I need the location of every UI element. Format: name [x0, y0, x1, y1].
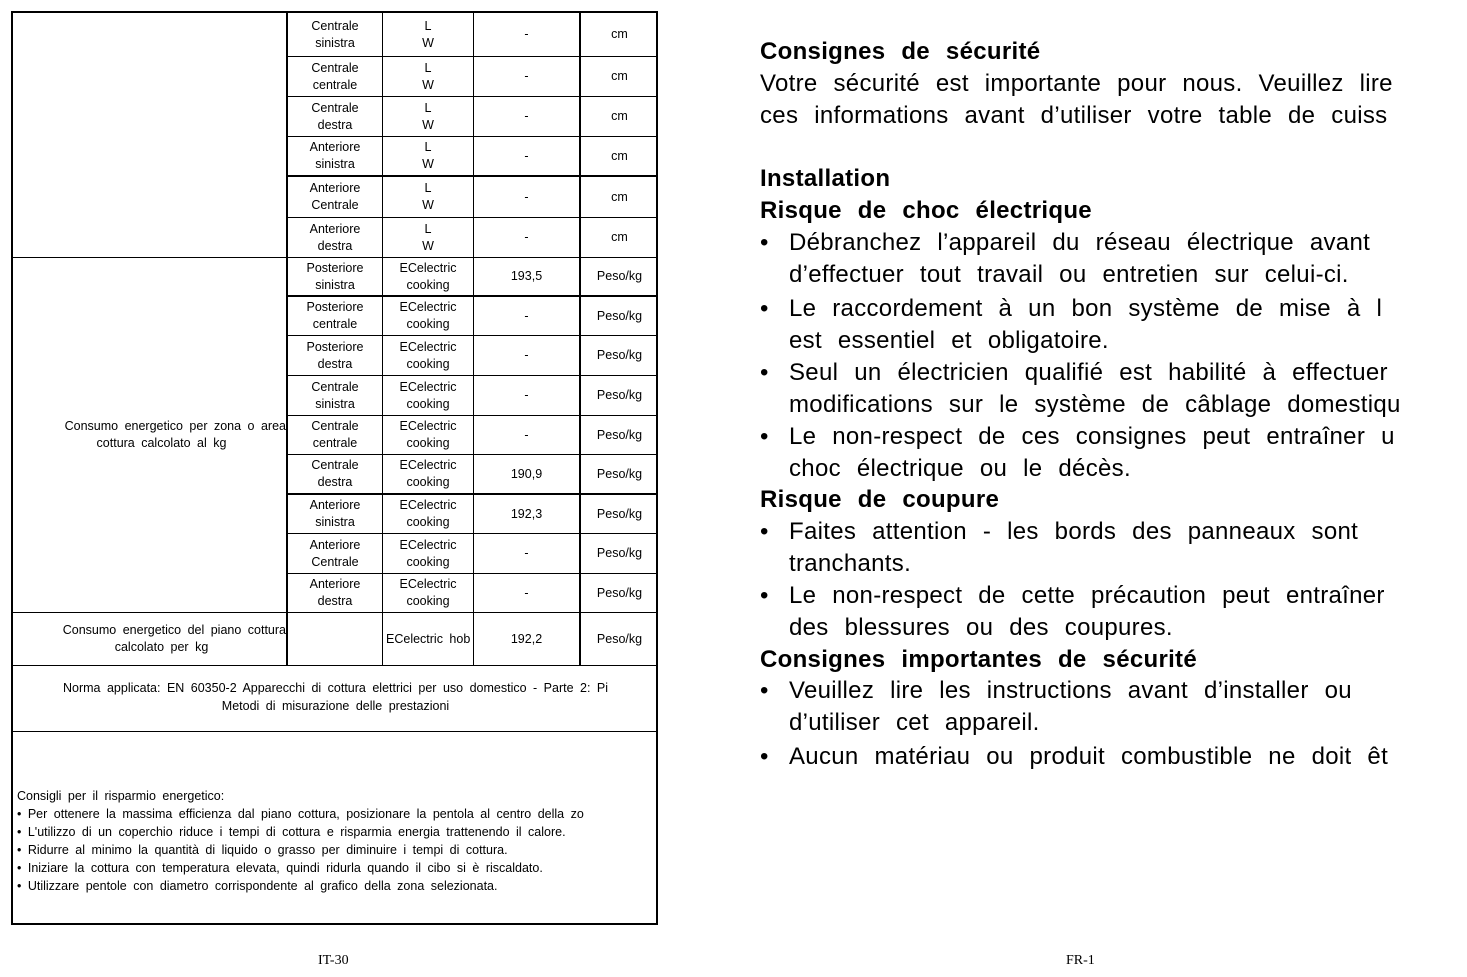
bullet-continuation: d’effectuer tout travail ou entretien sur celui-ci. [789, 261, 1349, 288]
zone-cell: Anteriore sinistra [309, 140, 361, 171]
unit-cell: Peso/kg [596, 269, 643, 283]
unit-cell: cm [611, 69, 628, 83]
energy-saving-tips [17, 787, 657, 895]
zone-cell: Anteriore destra [309, 221, 361, 253]
bullet-continuation: d’utiliser cet appareil. [789, 709, 1040, 736]
unit-cell: Peso/kg [596, 427, 643, 442]
unit-cell: Peso/kg [596, 348, 643, 362]
value-cell: - [524, 230, 529, 244]
param-cell: L W [422, 221, 434, 253]
zone-cell: Anteriore destra [309, 577, 361, 608]
total-label-cell: Consumo energetico del piano cottura calcolato per kg [62, 623, 286, 654]
unit-cell: cm [611, 109, 628, 123]
value-cell: - [524, 27, 529, 41]
zone-cell: Centrale destra [311, 100, 359, 132]
value-cell: - [524, 388, 529, 402]
total-unit-cell: Peso/kg [596, 631, 643, 646]
intro-line: Votre sécurité est importante pour nous. Veuillez lire [760, 70, 1393, 97]
tip-item: • L'utilizzo di un coperchio riduce i tempi di cottura e risparmia energia trattenendo il calore. [17, 825, 566, 839]
zone-cell: Centrale sinistra [311, 379, 359, 411]
zone-cell: Anteriore sinistra [309, 498, 361, 529]
unit-cell: Peso/kg [596, 466, 643, 481]
zone-cell: Centrale sinistra [311, 18, 359, 50]
param-cell: ECelectric cooking [399, 577, 457, 608]
tips-title: Consigli per il risparmio energetico: [17, 789, 225, 803]
value-cell: - [524, 148, 529, 163]
value-cell: 192,3 [510, 506, 543, 521]
row-divider [13, 731, 658, 732]
bullet-item: • Débranchez l’appareil du réseau électrique avant [760, 229, 1371, 256]
bullet-item: • Le non-respect de cette précaution peut entraîner [760, 582, 1385, 609]
param-cell: ECelectric cooking [399, 379, 457, 411]
value-cell: - [524, 308, 529, 323]
bullet-item: • Seul un électricien qualifié est habilité à effectuer [760, 359, 1388, 386]
param-cell: ECelectric cooking [399, 458, 457, 489]
unit-cell: Peso/kg [596, 308, 643, 323]
zone-cell: Posteriore centrale [306, 300, 364, 331]
param-cell: ECelectric cooking [399, 419, 457, 450]
bullet-item: • Faites attention - les bords des panneaux sont [760, 518, 1359, 545]
zone-cell: Posteriore sinistra [306, 260, 364, 292]
zone-cell: Anteriore Centrale [309, 537, 361, 569]
param-cell: L W [422, 140, 434, 171]
zone-cell: Centrale centrale [311, 419, 359, 450]
section-heading-installation: Installation [760, 165, 891, 192]
value-cell: - [524, 348, 529, 362]
value-cell: - [524, 585, 529, 600]
french-safety-page [760, 0, 1467, 977]
unit-cell: cm [611, 189, 628, 204]
bullet-continuation: modifications sur le système de câblage domestiqu [789, 391, 1401, 418]
zone-cell: Centrale destra [311, 458, 359, 489]
bullet-continuation: des blessures ou des coupures. [789, 614, 1173, 641]
unit-cell: Peso/kg [596, 585, 643, 600]
zone-cell: Anteriore Centrale [309, 181, 361, 212]
italian-spec-page [0, 0, 700, 977]
param-cell: ECelectric cooking [399, 498, 457, 529]
intro-line: ces informations avant d’utiliser votre table de cuiss [760, 102, 1388, 129]
total-param-cell: ECelectric hob [386, 631, 471, 646]
param-cell: ECelectric cooking [399, 537, 457, 569]
unit-cell: cm [611, 27, 628, 41]
unit-cell: Peso/kg [596, 388, 643, 402]
tip-item: • Utilizzare pentole con diametro corrispondente al grafico della zona selezionata. [17, 879, 498, 893]
section-heading-electric-shock: Risque de choc électrique [760, 197, 1092, 224]
value-cell: - [524, 109, 529, 123]
value-cell: - [524, 546, 529, 560]
value-cell: - [524, 69, 529, 83]
tip-item: • Iniziare la cottura con temperatura elevata, quindi ridurla quando il cibo si è riscaldato. [17, 861, 543, 875]
applied-standard: Norma applicata: EN 60350-2 Apparecchi di cottura elettrici per uso domestico - Parte 2: Pi Metodi di misurazione delle prestazioni [62, 681, 609, 713]
section-heading-cut-risk: Risque de coupure [760, 486, 1000, 513]
unit-cell: Peso/kg [596, 506, 643, 521]
param-cell: L W [422, 60, 434, 92]
bullet-item: • Veuillez lire les instructions avant d’installer ou [760, 677, 1352, 704]
param-cell: ECelectric cooking [399, 339, 457, 371]
param-cell: L W [422, 18, 434, 50]
bullet-continuation: tranchants. [789, 550, 912, 577]
bullet-item: • Le raccordement à un bon système de mise à l [760, 295, 1383, 322]
value-cell: - [524, 189, 529, 204]
page-number-left: IT-30 [318, 953, 349, 968]
spec-table [11, 11, 658, 925]
param-cell: ECelectric cooking [399, 300, 457, 331]
zone-cell: Centrale centrale [311, 60, 359, 92]
total-value-cell: 192,2 [510, 631, 543, 646]
value-cell: 193,5 [510, 269, 543, 283]
section-heading-important-safety: Consignes importantes de sécurité [760, 646, 1198, 673]
group-label-cell: Consumo energetico per zona o area cottura calcolato al kg [64, 419, 286, 450]
param-cell: L W [422, 100, 434, 132]
unit-cell: cm [611, 230, 628, 244]
zone-cell: Posteriore destra [306, 339, 364, 371]
value-cell: - [524, 427, 529, 442]
bullet-continuation: choc électrique ou le décès. [789, 455, 1131, 482]
tip-item: • Per ottenere la massima efficienza dal piano cottura, posizionare la pentola al centro della zo [17, 807, 584, 821]
tip-item: • Ridurre al minimo la quantità di liquido o grasso per diminuire i tempi di cottura. [17, 843, 508, 857]
bullet-item: • Aucun matériau ou produit combustible ne doit êt [760, 743, 1389, 770]
unit-cell: cm [611, 148, 628, 163]
unit-cell: Peso/kg [596, 546, 643, 560]
param-cell: ECelectric cooking [399, 260, 457, 292]
param-cell: L W [422, 181, 434, 212]
page-title: Consignes de sécurité [760, 38, 1041, 65]
value-cell: 190,9 [510, 466, 543, 481]
page-number-right: FR-1 [1066, 953, 1095, 968]
bullet-continuation: est essentiel et obligatoire. [789, 327, 1109, 354]
row-divider [13, 665, 658, 666]
bullet-item: • Le non-respect de ces consignes peut entraîner u [760, 423, 1395, 450]
